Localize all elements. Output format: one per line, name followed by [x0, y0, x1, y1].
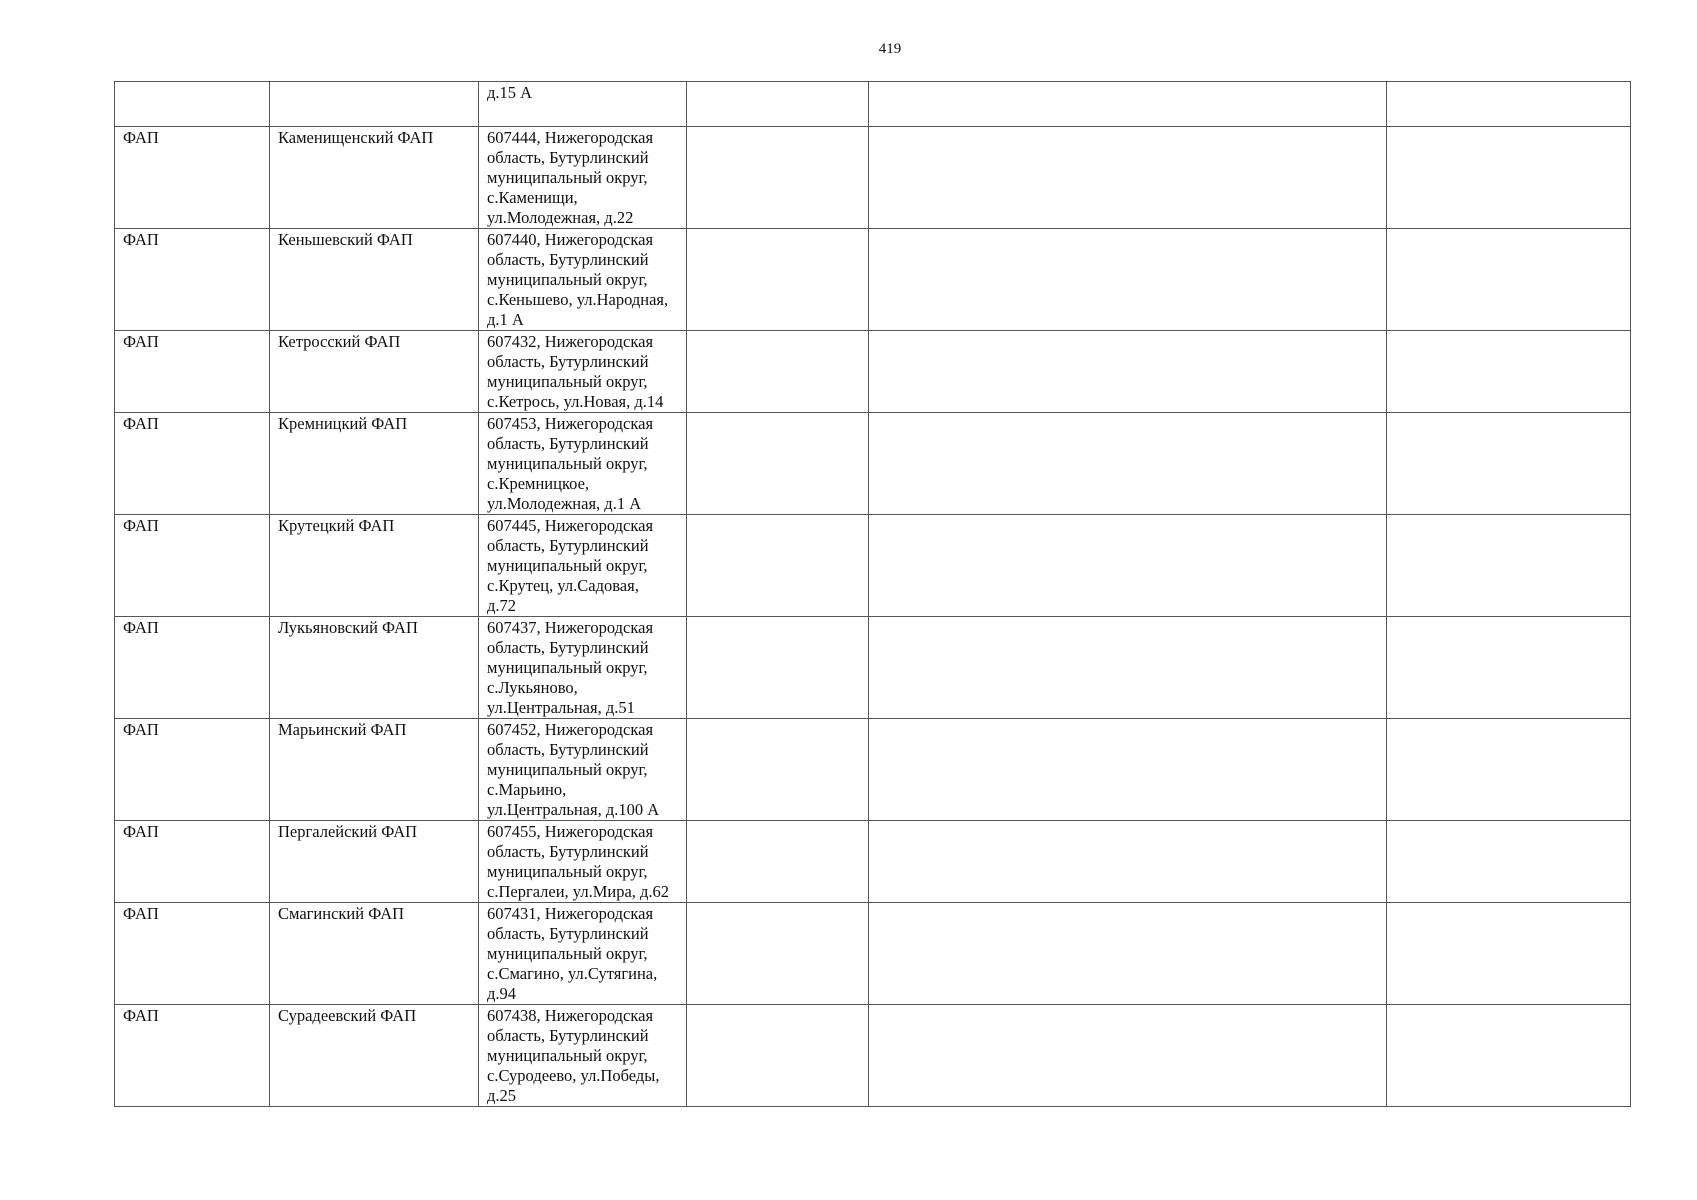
address-line: область, Бутурлинский	[487, 250, 649, 269]
address-line: область, Бутурлинский	[487, 148, 649, 167]
facility-address-cell	[479, 515, 687, 617]
address-line: область, Бутурлинский	[487, 740, 649, 759]
empty-cell-5	[869, 515, 1387, 617]
facility-type-cell: ФАП	[115, 413, 270, 515]
address-line: с.Кетрось, ул.Новая, д.14	[487, 392, 664, 411]
address-line: 607444, Нижегородская	[487, 128, 654, 147]
empty-cell-4	[687, 903, 869, 1005]
table-row	[115, 719, 1631, 821]
empty-cell-4	[687, 127, 869, 229]
address-line: муниципальный округ,	[487, 372, 648, 391]
empty-cell-6	[1387, 1005, 1631, 1107]
address-line: д.72	[487, 596, 517, 615]
facility-name-cell: Кетросский ФАП	[270, 331, 479, 413]
table-row	[115, 82, 1631, 127]
table-row	[115, 1005, 1631, 1107]
address-line: муниципальный округ,	[487, 658, 648, 677]
empty-cell-5	[869, 82, 1387, 127]
address-line: область, Бутурлинский	[487, 536, 649, 555]
address-line: муниципальный округ,	[487, 1046, 648, 1065]
facility-type-cell: ФАП	[115, 719, 270, 821]
address-line: с.Каменищи,	[487, 188, 578, 207]
facility-address-cell	[479, 719, 687, 821]
table-row	[115, 413, 1631, 515]
empty-cell-4	[687, 413, 869, 515]
address-line: с.Суродеево, ул.Победы,	[487, 1066, 660, 1085]
address-line: с.Марьино,	[487, 780, 567, 799]
facility-name-cell: Пергалейский ФАП	[270, 821, 479, 903]
empty-cell-5	[869, 719, 1387, 821]
address-line: д.1 А	[487, 310, 524, 329]
empty-cell-5	[869, 821, 1387, 903]
address-line: муниципальный округ,	[487, 270, 648, 289]
facility-type-cell: ФАП	[115, 903, 270, 1005]
facility-type-cell: ФАП	[115, 331, 270, 413]
address-line: ул.Молодежная, д.1 А	[487, 494, 642, 513]
table-row	[115, 331, 1631, 413]
empty-cell-5	[869, 1005, 1387, 1107]
address-line: область, Бутурлинский	[487, 638, 649, 657]
empty-cell-4	[687, 617, 869, 719]
address-line: область, Бутурлинский	[487, 434, 649, 453]
address-line: 607432, Нижегородская	[487, 332, 654, 351]
empty-cell-5	[869, 413, 1387, 515]
empty-cell-5	[869, 331, 1387, 413]
empty-cell-6	[1387, 127, 1631, 229]
address-line: область, Бутурлинский	[487, 924, 649, 943]
address-line: муниципальный округ,	[487, 556, 648, 575]
empty-cell-4	[687, 229, 869, 331]
empty-cell-6	[1387, 515, 1631, 617]
facility-type-cell: ФАП	[115, 127, 270, 229]
facility-address-cell	[479, 617, 687, 719]
facility-name-cell: Сурадеевский ФАП	[270, 1005, 479, 1107]
address-line: муниципальный округ,	[487, 760, 648, 779]
facilities-table	[114, 81, 1631, 1107]
address-line: 607452, Нижегородская	[487, 720, 654, 739]
address-line: муниципальный округ,	[487, 944, 648, 963]
facility-name-cell: Крутецкий ФАП	[270, 515, 479, 617]
address-line: ул.Молодежная, д.22	[487, 208, 634, 227]
empty-cell-4	[687, 82, 869, 127]
empty-cell-4	[687, 821, 869, 903]
address-line: область, Бутурлинский	[487, 1026, 649, 1045]
empty-cell-6	[1387, 413, 1631, 515]
empty-cell-4	[687, 331, 869, 413]
table-row	[115, 127, 1631, 229]
table-row	[115, 617, 1631, 719]
empty-cell-4	[687, 515, 869, 617]
empty-cell-6	[1387, 821, 1631, 903]
empty-cell-6	[1387, 903, 1631, 1005]
address-line: с.Смагино, ул.Сутягина,	[487, 964, 658, 983]
facility-name-cell: Кремницкий ФАП	[270, 413, 479, 515]
empty-cell-6	[1387, 617, 1631, 719]
address-line: д.25	[487, 1086, 517, 1105]
address-line: с.Кремницкое,	[487, 474, 590, 493]
table-body	[115, 82, 1631, 1107]
empty-cell-5	[869, 229, 1387, 331]
facility-address-cell	[479, 127, 687, 229]
address-line: муниципальный округ,	[487, 862, 648, 881]
table-row	[115, 515, 1631, 617]
address-line: область, Бутурлинский	[487, 842, 649, 861]
table-row	[115, 903, 1631, 1005]
facility-address-cell	[479, 331, 687, 413]
address-line: ул.Центральная, д.51	[487, 698, 635, 717]
empty-cell-5	[869, 617, 1387, 719]
facility-type-cell: ФАП	[115, 821, 270, 903]
empty-cell-6	[1387, 229, 1631, 331]
facility-name-cell: Кеньшевский ФАП	[270, 229, 479, 331]
facility-name-cell	[270, 82, 479, 127]
address-line: 607431, Нижегородская	[487, 904, 654, 923]
table-row	[115, 821, 1631, 903]
address-line: 607438, Нижегородская	[487, 1006, 654, 1025]
facility-address-cell	[479, 413, 687, 515]
address-line: 607437, Нижегородская	[487, 618, 654, 637]
empty-cell-4	[687, 1005, 869, 1107]
address-line: 607453, Нижегородская	[487, 414, 654, 433]
facility-address-cell	[479, 903, 687, 1005]
empty-cell-4	[687, 719, 869, 821]
address-line: муниципальный округ,	[487, 454, 648, 473]
facility-name-cell: Каменищенский ФАП	[270, 127, 479, 229]
facility-type-cell: ФАП	[115, 515, 270, 617]
address-line: 607440, Нижегородская	[487, 230, 654, 249]
address-line: 607445, Нижегородская	[487, 516, 654, 535]
empty-cell-6	[1387, 331, 1631, 413]
facility-address-cell	[479, 229, 687, 331]
address-line: ул.Центральная, д.100 А	[487, 800, 660, 819]
facility-type-cell: ФАП	[115, 229, 270, 331]
empty-cell-5	[869, 127, 1387, 229]
address-line: область, Бутурлинский	[487, 352, 649, 371]
page-number: 419	[878, 41, 902, 57]
facility-name-cell: Лукьяновский ФАП	[270, 617, 479, 719]
address-line: с.Лукьяново,	[487, 678, 578, 697]
empty-cell-5	[869, 903, 1387, 1005]
facility-name-cell: Марьинский ФАП	[270, 719, 479, 821]
facility-type-cell	[115, 82, 270, 127]
facility-type-cell: ФАП	[115, 1005, 270, 1107]
empty-cell-6	[1387, 82, 1631, 127]
facility-address-cell	[479, 821, 687, 903]
facility-type-cell: ФАП	[115, 617, 270, 719]
address-line: д.15 А	[487, 83, 533, 102]
address-line: с.Кеньшево, ул.Народная,	[487, 290, 669, 309]
address-line: муниципальный округ,	[487, 168, 648, 187]
facility-address-cell	[479, 1005, 687, 1107]
empty-cell-6	[1387, 719, 1631, 821]
table-row	[115, 229, 1631, 331]
facility-name-cell: Смагинский ФАП	[270, 903, 479, 1005]
address-line: д.94	[487, 984, 517, 1003]
address-line: с.Крутец, ул.Садовая,	[487, 576, 639, 595]
address-line: 607455, Нижегородская	[487, 822, 654, 841]
facility-address-cell	[479, 82, 687, 127]
address-line: с.Пергалеи, ул.Мира, д.62	[487, 882, 670, 901]
